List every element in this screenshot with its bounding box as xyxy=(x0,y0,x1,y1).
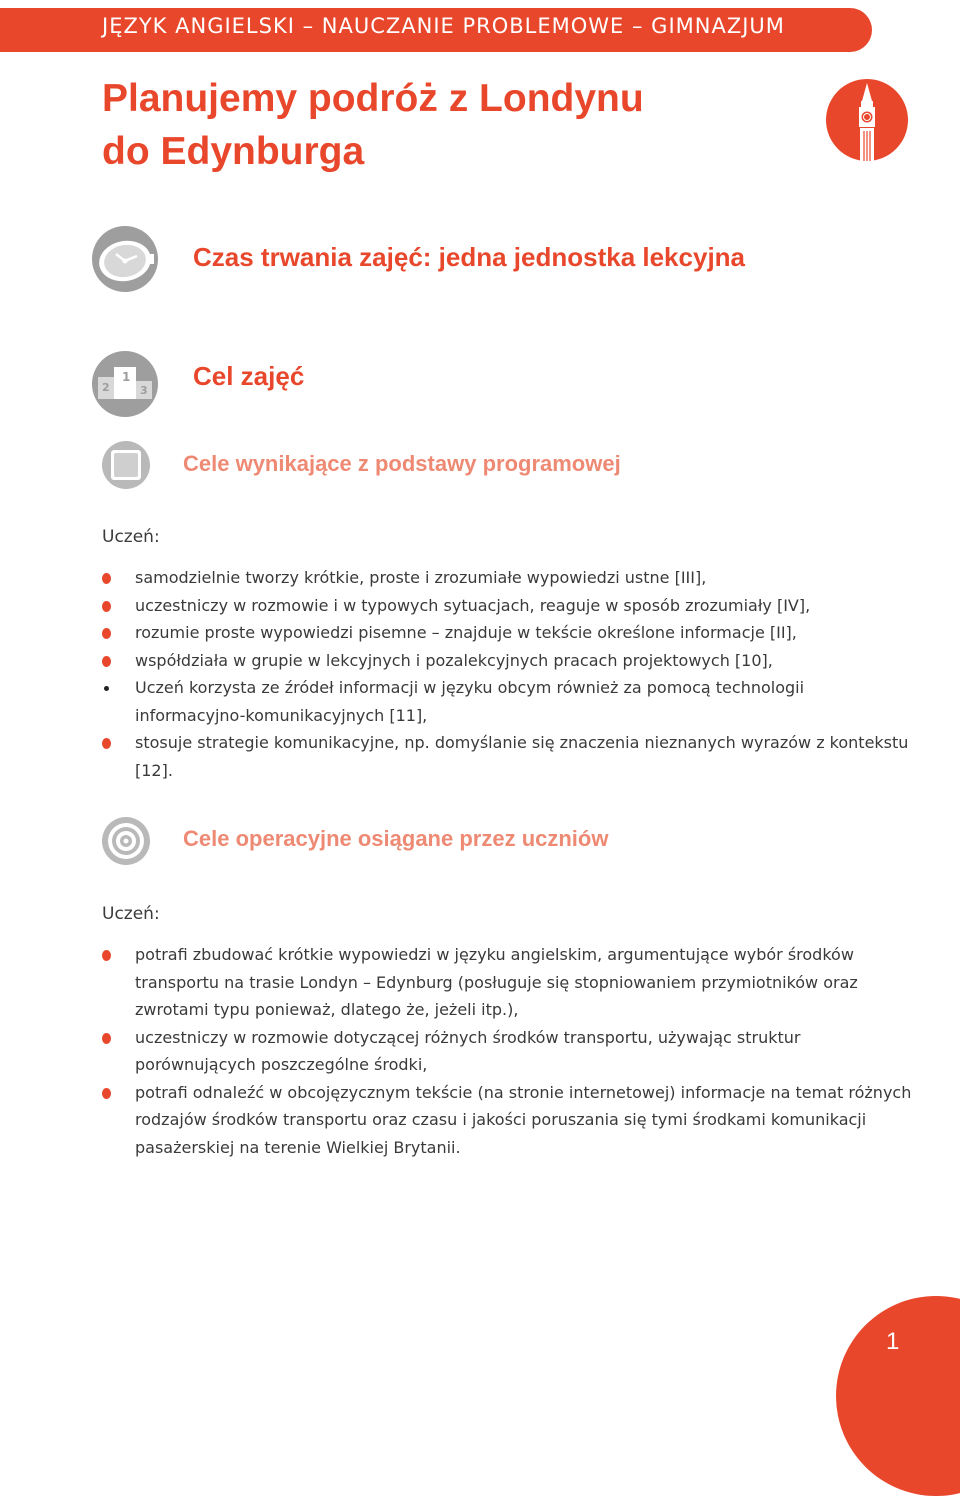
bullet-icon xyxy=(102,601,111,612)
list-item: rozumie proste wypowiedzi pisemne – znajduje w tekście określone informacje [II], xyxy=(102,619,912,647)
page-number-badge xyxy=(836,1296,960,1496)
core-curriculum-heading: Cele wynikające z podstawy programowej xyxy=(183,451,621,476)
checkbox-badge xyxy=(102,441,150,493)
operational-student-label: Uczeń: xyxy=(102,904,160,924)
core-goals-list xyxy=(102,564,912,784)
core-student-label: Uczeń: xyxy=(102,527,160,547)
svg-text:2: 2 xyxy=(102,381,110,394)
target-badge xyxy=(102,817,150,869)
operational-goals-list xyxy=(102,941,912,1161)
page-title-line-2: do Edynburga xyxy=(102,130,365,173)
list-item: uczestniczy w rozmowie dotyczącej różnych środków transportu, używając struktur porównujących poszczególne środki, xyxy=(102,1024,912,1079)
svg-text:1: 1 xyxy=(122,370,131,384)
list-item: potrafi odnaleźć w obcojęzycznym tekście (na stronie internetowej) informacje na temat różnych rodzajów środków transportu oraz czasu i jakości poruszania się tymi środkami komunikacji pasażerskiej na terenie Wielkiej Brytanii. xyxy=(102,1079,912,1162)
duration-heading: Czas trwania zajęć: jedna jednostka lekcyjna xyxy=(193,242,746,272)
bullet-icon xyxy=(104,686,109,691)
bullet-icon xyxy=(102,1088,111,1099)
operational-heading: Cele operacyjne osiągane przez uczniów xyxy=(183,826,609,851)
target-icon xyxy=(102,817,150,865)
bullet-icon xyxy=(102,656,111,667)
clock-badge xyxy=(92,226,158,292)
big-ben-badge xyxy=(826,79,908,161)
page-title xyxy=(102,72,782,178)
list-item: współdziała w grupie w lekcyjnych i pozalekcyjnych pracach projektowych [10], xyxy=(102,647,912,675)
svg-text:3: 3 xyxy=(140,384,148,397)
clock-icon xyxy=(92,226,158,292)
podium-badge xyxy=(92,351,158,417)
page-number: 1 xyxy=(886,1328,900,1355)
list-item: potrafi zbudować krótkie wypowiedzi w języku angielskim, argumentujące wybór środków transportu na trasie Londyn – Edynburg (posługuje się stopniowaniem przymiotników oraz zwrotami typu ponieważ, dlatego że, jeżeli itp.), xyxy=(102,941,912,1024)
bullet-icon xyxy=(102,738,111,749)
list-item: samodzielnie tworzy krótkie, proste i zrozumiałe wypowiedzi ustne [III], xyxy=(102,564,912,592)
bullet-icon xyxy=(102,573,111,584)
bullet-icon xyxy=(102,1033,111,1044)
bullet-icon xyxy=(102,950,111,961)
big-ben-icon xyxy=(826,79,908,161)
bullet-icon xyxy=(102,628,111,639)
page-title-line-1: Planujemy podróż z Londynu xyxy=(102,77,644,120)
list-item: uczestniczy w rozmowie i w typowych sytuacjach, reaguje w sposób zrozumiały [IV], xyxy=(102,592,912,620)
header-subject: JĘZYK ANGIELSKI – NAUCZANIE PROBLEMOWE – GIMNAZJUM xyxy=(102,14,785,38)
checkbox-icon xyxy=(102,441,150,489)
list-item: Uczeń korzysta ze źródeł informacji w języku obcym również za pomocą technologii informacyjno-komunikacyjnych [11], xyxy=(102,674,912,729)
list-item: stosuje strategie komunikacyjne, np. domyślanie się znaczenia nieznanych wyrazów z kontekstu [12]. xyxy=(102,729,912,784)
goal-heading: Cel zajęć xyxy=(193,361,305,391)
podium-icon xyxy=(92,351,158,417)
